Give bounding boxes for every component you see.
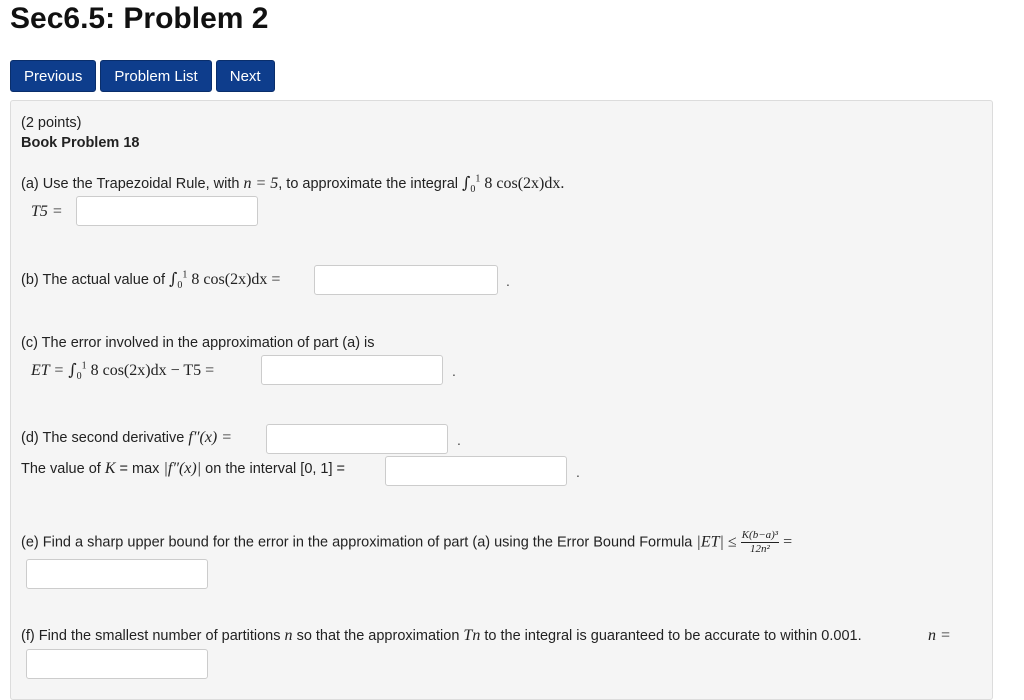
part-d-text: (d) The second derivative [21,430,185,446]
n-equals-label: n = [928,627,951,644]
integral-sign: $\int_0^1$ [169,269,188,292]
part-f-text2: so that the approximation [296,628,460,644]
period: . [452,363,456,379]
fraction-numerator: K(b−a)³ [741,529,779,541]
t5-label: T5 = [31,203,63,220]
period: . [457,432,461,448]
problem-nav [10,60,275,92]
error-input[interactable] [261,355,443,385]
problem-panel [10,100,993,700]
k-text3: on the interval [0, 1] = [205,461,346,477]
part-a-text: (a) Use the Trapezoidal Rule, with [21,176,240,192]
part-a-text2: , to approximate the integral [278,176,458,192]
t5-answer-input[interactable] [76,196,258,226]
et-label: ET = [31,362,65,379]
previous-button[interactable]: Previous [10,60,96,92]
part-e-text: (e) Find a sharp upper bound for the error in the approximation of part (a) using the Error Bound Formula [21,534,693,551]
part-e-question [21,529,792,556]
part-c-question: (c) The error involved in the approximation of part (a) is [21,335,375,351]
k-value-input[interactable] [385,456,567,486]
next-button[interactable]: Next [216,60,275,92]
tn-symbol: Tn [463,627,481,644]
period: . [506,273,510,289]
book-problem-label: Book Problem 18 [21,135,140,151]
k-question [21,460,345,478]
error-bound-fraction [741,529,779,556]
error-formula [31,360,214,382]
part-a-question [21,173,564,195]
part-a-integrand: 8 cos(2x)dx. [484,175,565,192]
period: . [576,464,580,480]
second-derivative-label: f″(x) = [188,429,233,446]
integral-sign: $\int_0^1$ [68,360,87,383]
error-formula-rhs: 8 cos(2x)dx − T5 = [90,362,215,379]
n-symbol: n [284,627,293,644]
k-text1: The value of [21,461,101,477]
part-b-integrand: 8 cos(2x)dx = [191,271,281,288]
equals-sign: = [783,533,793,551]
part-a-n-eq: n = 5 [243,175,279,192]
part-b-question [21,269,280,291]
partitions-input[interactable] [26,649,208,679]
k-abs: |f″(x)| [163,460,202,477]
error-bound-lhs: |ET| ≤ [696,533,737,551]
second-derivative-input[interactable] [266,424,448,454]
fraction-denominator: 12n² [749,543,770,555]
page-title: Sec6.5: Problem 2 [10,2,269,35]
actual-value-input[interactable] [314,265,498,295]
part-b-text: (b) The actual value of [21,272,166,288]
part-f-text3: to the integral is guaranteed to be accurate to within 0.001. [484,628,862,644]
part-d-question [21,429,232,447]
k-text2: = max [119,461,160,477]
problem-list-button[interactable]: Problem List [100,60,211,92]
part-f-question [21,627,862,645]
k-symbol: K [104,460,116,477]
error-bound-input[interactable] [26,559,208,589]
part-f-text1: (f) Find the smallest number of partitions [21,628,281,644]
integral-sign: $\int_0^1$ [462,173,481,196]
points-label: (2 points) [21,115,82,131]
